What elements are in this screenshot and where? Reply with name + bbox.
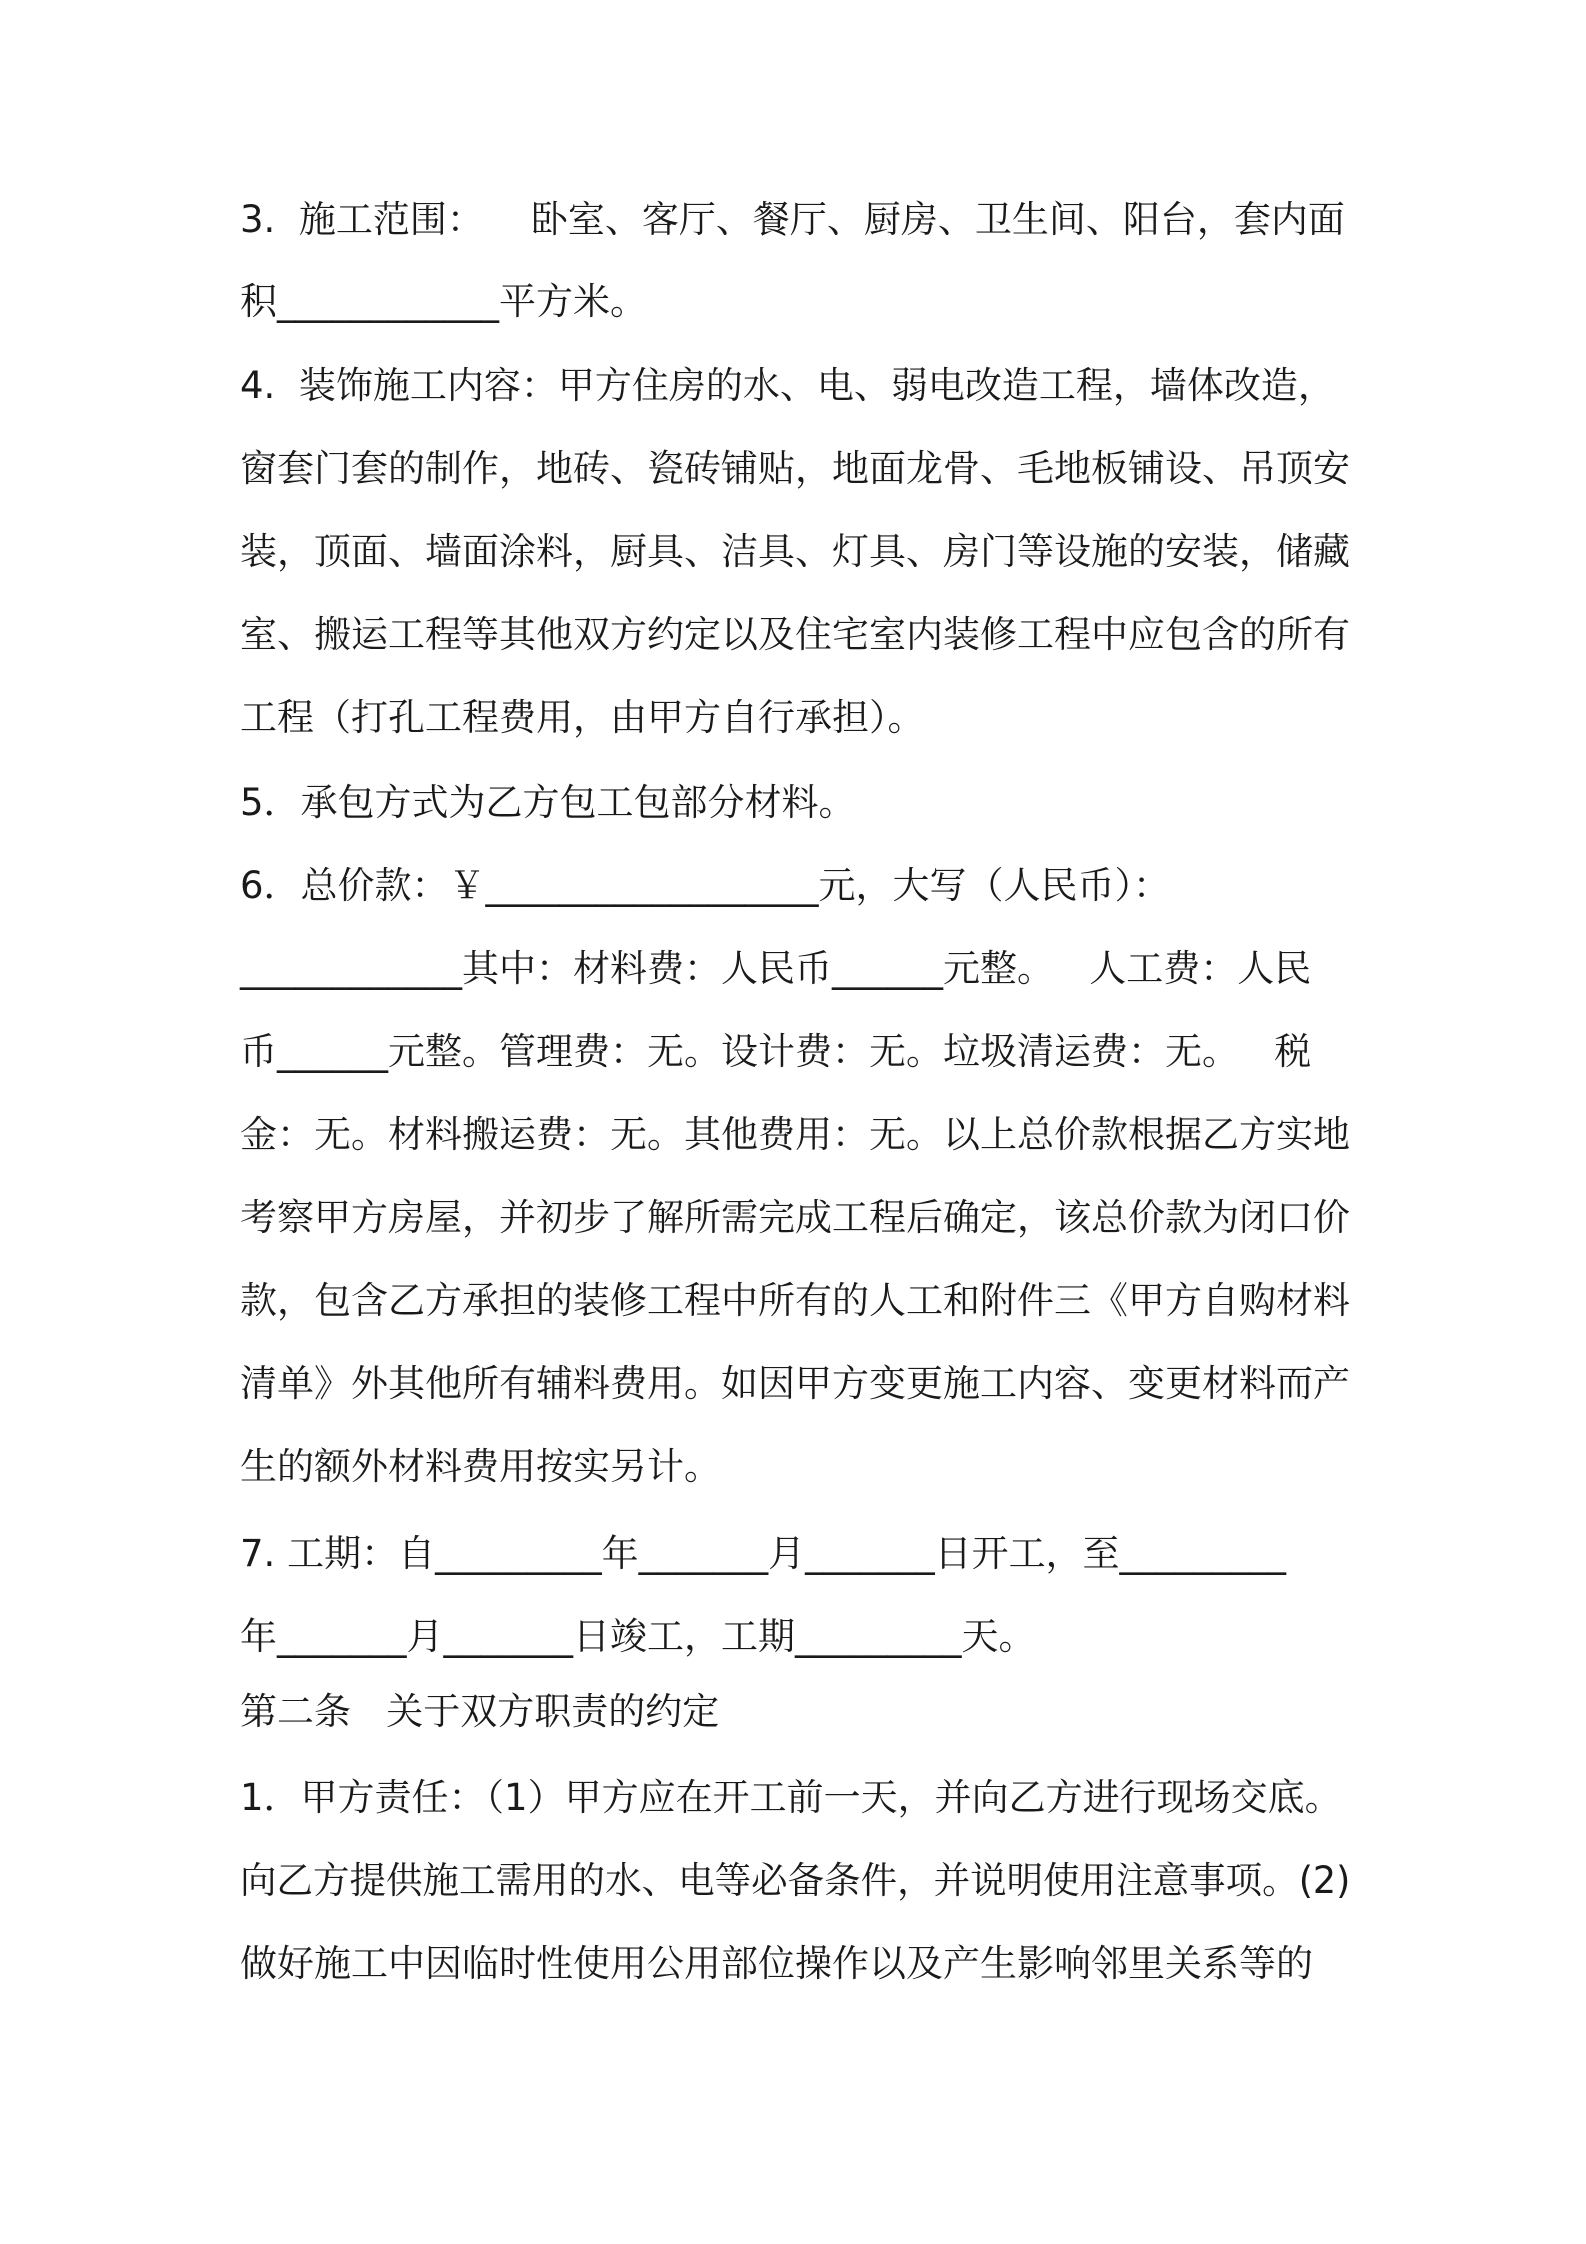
text-line: 3. 施工范围： 卧室、客厅、餐厅、厨房、卫生间、阳台，套内面: [240, 198, 1345, 241]
text-line: 装，顶面、墙面涂料，厨具、洁具、灯具、房门等设施的安装，储藏: [240, 530, 1350, 573]
text-line: 生的额外材料费用按实另计。: [240, 1445, 721, 1488]
text-line: 窗套门套的制作，地砖、瓷砖铺贴，地面龙骨、毛地板铺设、吊顶安: [240, 447, 1350, 490]
text-line: 积____________平方米。: [240, 280, 647, 323]
text-line: 做好施工中因临时性使用公用部位操作以及产生影响邻里关系等的: [240, 1942, 1313, 1985]
text-line: 款，包含乙方承担的装修工程中所有的人工和附件三《甲方自购材料: [240, 1279, 1350, 1322]
text-line: 1．甲方责任：（1）甲方应在开工前一天，并向乙方进行现场交底。: [240, 1776, 1342, 1819]
text-line: 室、搬运工程等其他双方约定以及住宅室内装修工程中应包含的所有: [240, 613, 1350, 656]
text-line: 6．总价款：￥__________________元，大写（人民币）：: [240, 864, 1171, 907]
text-line: ____________其中：材料费：人民币______元整。 人工费：人民: [240, 947, 1312, 990]
text-line: 考察甲方房屋，并初步了解所需完成工程后确定，该总价款为闭口价: [240, 1196, 1350, 1239]
text-line: 向乙方提供施工需用的水、电等必备条件，并说明使用注意事项。(2): [240, 1859, 1351, 1902]
text-line: 清单》外其他所有辅料费用。如因甲方变更施工内容、变更材料而产: [240, 1362, 1350, 1405]
text-line: 5．承包方式为乙方包工包部分材料。: [240, 781, 856, 824]
text-line: 4. 装饰施工内容：甲方住房的水、电、弱电改造工程，墙体改造，: [240, 364, 1335, 407]
text-line: 币______元整。管理费：无。设计费：无。垃圾清运费：无。 税: [240, 1030, 1312, 1073]
text-line: 工程（打孔工程费用，由甲方自行承担）。: [240, 696, 925, 739]
text-line: 年_______月_______日竣工，工期_________天。: [240, 1615, 1036, 1658]
text-line: 7. 工期：自_________年_______月_______日开工，至_________: [240, 1532, 1287, 1575]
section-heading: 第二条 关于双方职责的约定: [240, 1690, 720, 1733]
text-line: 金：无。材料搬运费：无。其他费用：无。以上总价款根据乙方实地: [240, 1113, 1350, 1156]
